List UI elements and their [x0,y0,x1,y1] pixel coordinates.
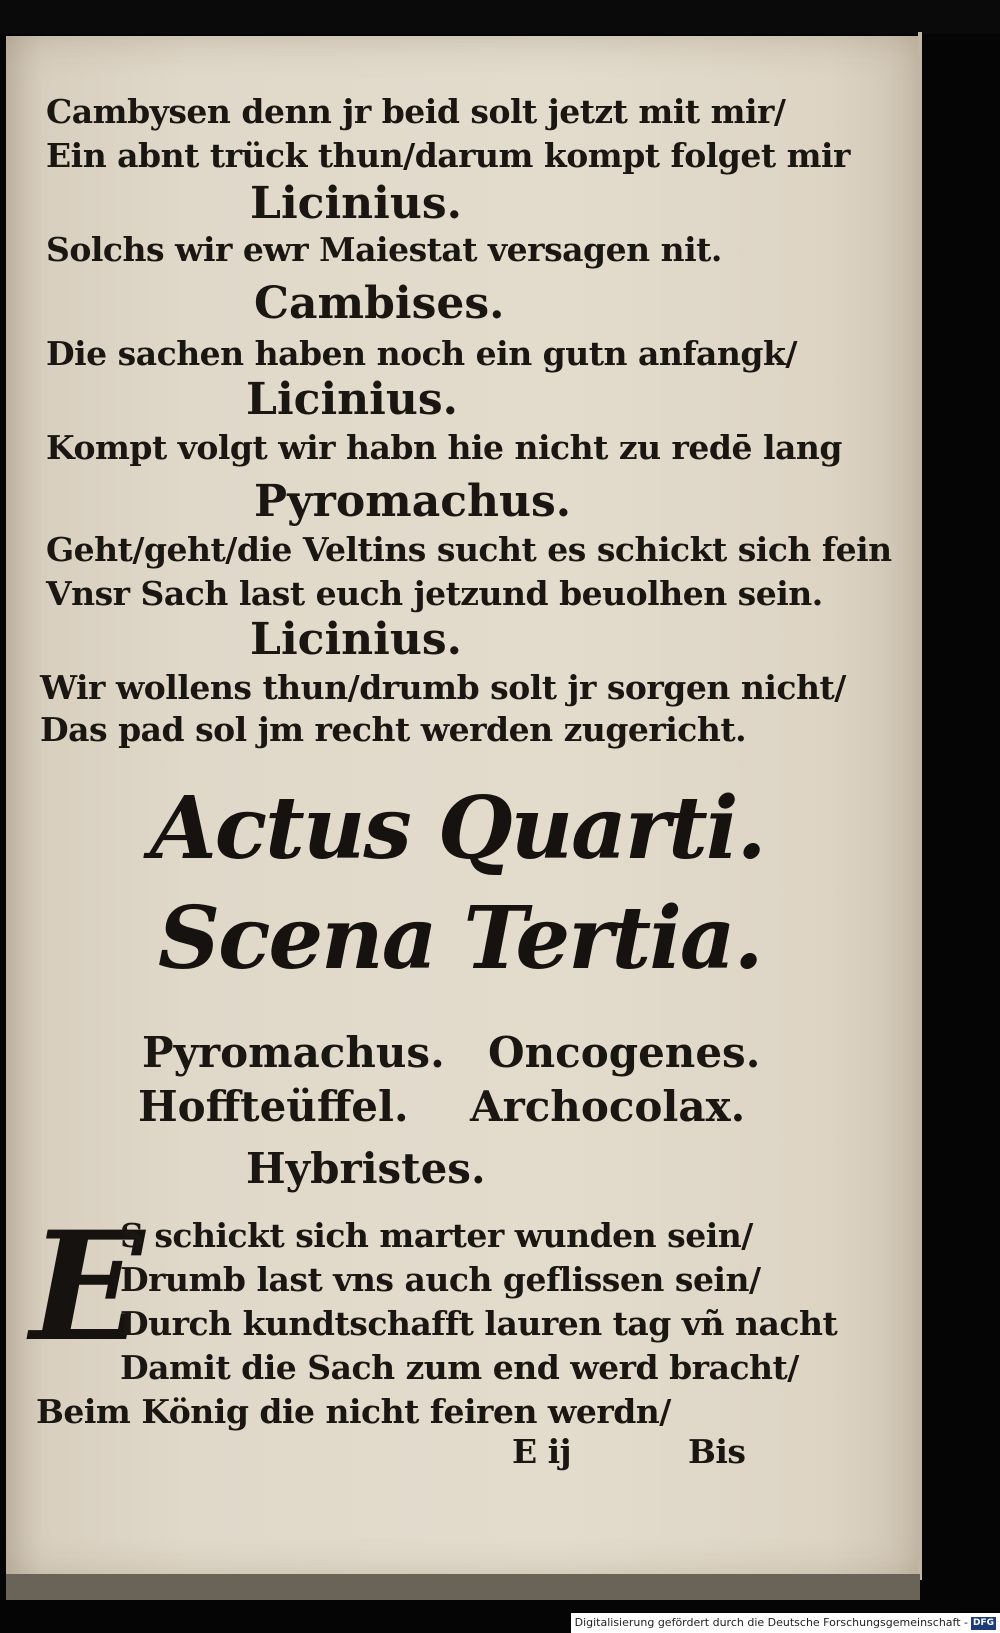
dfg-logo: DFG [972,1617,994,1628]
cast-pyromachus: Pyromachus. [142,1028,445,1077]
cast-hybristes: Hybristes. [246,1144,486,1193]
speaker-licinius-3: Licinius. [250,614,462,665]
credit-text: Digitalisierung gefördert durch die Deutsche Forschungsgemeinschaft - [574,1616,968,1629]
scene-verse-2: Drumb last vns auch geflissen sein/ [120,1260,761,1299]
speaker-licinius-2: Licinius. [246,374,458,425]
verse-line-5: Kompt volgt wir habn hie nicht zu redē lang [46,428,842,467]
scene-heading: Scena Tertia. [158,888,762,989]
verse-line-7: Vnsr Sach last euch jetzund beuolhen sein. [46,574,823,613]
verse-line-2: Ein abnt trück thun/darum kompt folget mir [46,136,850,175]
scene-verse-1: S schickt sich marter wunden sein/ [120,1216,753,1255]
cast-hoffteuffel: Hoffteüffel. [138,1082,409,1131]
scene-verse-3: Durch kundtschafft lauren tag vñ nacht [120,1304,838,1343]
catchword: Bis [688,1432,746,1471]
verse-line-3: Solchs wir ewr Maiestat versagen nit. [46,230,722,269]
speaker-cambises: Cambises. [254,278,505,329]
decorated-initial: E [30,1199,145,1375]
speaker-pyromachus: Pyromachus. [254,476,572,527]
page-edge [918,32,922,1580]
speaker-licinius-1: Licinius. [250,178,462,229]
signature-mark: E ij [512,1432,572,1471]
act-heading: Actus Quarti. [150,778,765,879]
verse-line-1: Cambysen denn jr beid solt jetzt mit mir/ [46,92,786,131]
verse-line-9: Das pad sol jm recht werden zugericht. [40,710,747,749]
scan-top-border [0,0,1000,34]
digitization-credit [571,1613,1000,1633]
page-bottom-strip [6,1574,920,1600]
cast-oncogenes: Oncogenes. [488,1028,761,1077]
verse-line-6: Geht/geht/die Veltins sucht es schickt sich fein [46,530,892,569]
scene-verse-4: Damit die Sach zum end werd bracht/ [120,1348,799,1387]
scene-verse-5: Beim König die nicht feiren werdn/ [36,1392,671,1431]
cast-archocolax: Archocolax. [470,1082,746,1131]
verse-line-4: Die sachen haben noch ein gutn anfangk/ [46,334,797,373]
verse-line-8: Wir wollens thun/drumb solt jr sorgen nicht/ [40,668,846,707]
